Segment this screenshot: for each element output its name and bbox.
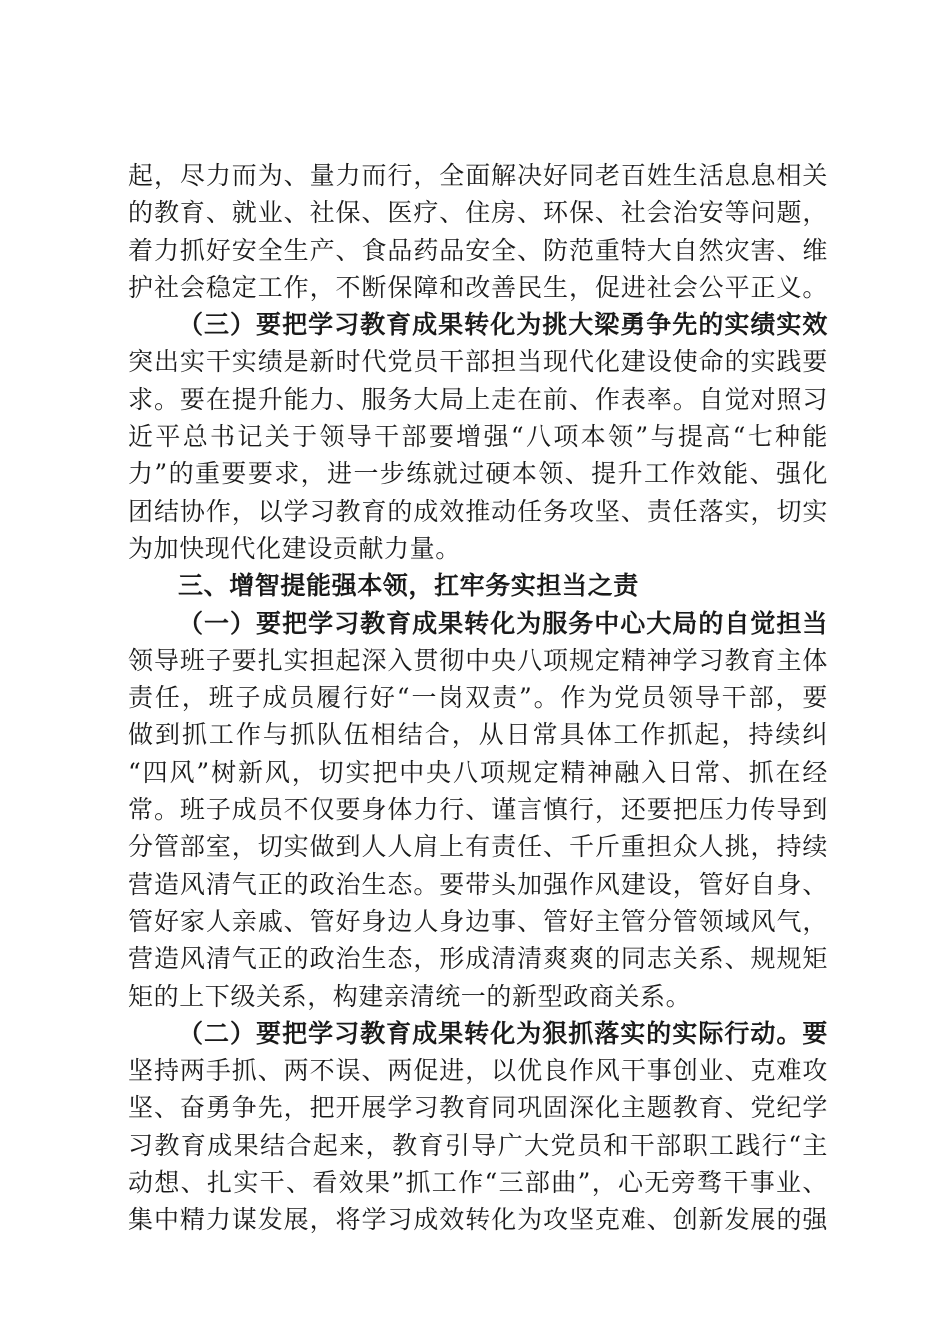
text-line: 为加快现代化建设贡献力量。	[128, 533, 461, 563]
text-line: 集中精力谋发展，将学习成效转化为攻坚克难、创新发展的强	[128, 1205, 828, 1235]
text-line: 力”的重要要求，进一步练就过硬本领、提升工作效能、强化	[128, 459, 828, 489]
text-line: 做到抓工作与抓队伍相结合，从日常具体工作抓起，持续纠	[128, 720, 828, 750]
text-line: “四风”树新风，切实把中央八项规定精神融入日常、抓在经	[128, 757, 828, 787]
text-line: 突出实干实绩是新时代党员干部担当现代化建设使命的实践要	[128, 347, 828, 377]
text-line: 分管部室，切实做到人人肩上有责任、千斤重担众人挑，持续	[128, 832, 828, 862]
text-line: 常。班子成员不仅要身体力行、谨言慎行，还要把压力传导到	[128, 795, 828, 825]
text-line: 领导班子要扎实担起深入贯彻中央八项规定精神学习教育主体	[128, 645, 828, 675]
text-line: 近平总书记关于领导干部要增强“八项本领”与提高“七种能	[128, 422, 828, 452]
text-line: 习教育成果结合起来，教育引导广大党员和干部职工践行“主	[128, 1130, 828, 1160]
text-line: 团结协作，以学习教育的成效推动任务攻坚、责任落实，切实	[128, 496, 828, 526]
text-line: 求。要在提升能力、服务大局上走在前、作表率。自觉对照习	[128, 384, 828, 414]
text-line: 护社会稳定工作，不断保障和改善民生，促进社会公平正义。	[128, 272, 828, 302]
text-line: 起，尽力而为、量力而行，全面解决好同老百姓生活息息相关	[128, 161, 828, 190]
section-heading: 三、增智提能强本领，扛牢务实担当之责	[178, 571, 639, 601]
document-body	[128, 157, 828, 1239]
text-line: 的教育、就业、社保、医疗、住房、环保、社会治安等问题，	[128, 198, 828, 228]
text-line: 管好家人亲戚、管好身边人身边事、管好主管分管领域风气，	[128, 906, 828, 936]
subsection-heading: （三）要把学习教育成果转化为挑大梁勇争先的实绩实效	[178, 310, 828, 340]
text-line: 坚持两手抓、两不误、两促进，以优良作风干事创业、克难攻	[128, 1056, 828, 1086]
text-line: 动想、扎实干、看效果”抓工作“三部曲”，心无旁骛干事业、	[128, 1168, 828, 1198]
text-line: 营造风清气正的政治生态。要带头加强作风建设，管好自身、	[128, 869, 828, 899]
text-line: 矩的上下级关系，构建亲清统一的新型政商关系。	[128, 981, 692, 1011]
text-line: 着力抓好安全生产、食品药品安全、防范重特大自然灾害、维	[128, 235, 828, 265]
subsection-heading: （二）要把学习教育成果转化为狠抓落实的实际行动。要	[178, 1018, 828, 1048]
text-line: 责任，班子成员履行好“一岗双责”。作为党员领导干部，要	[128, 683, 828, 713]
text-line: 营造风清气正的政治生态，形成清清爽爽的同志关系、规规矩	[128, 944, 828, 974]
text-line: 坚、奋勇争先，把开展学习教育同巩固深化主题教育、党纪学	[128, 1093, 828, 1123]
subsection-heading: （一）要把学习教育成果转化为服务中心大局的自觉担当	[178, 608, 828, 638]
